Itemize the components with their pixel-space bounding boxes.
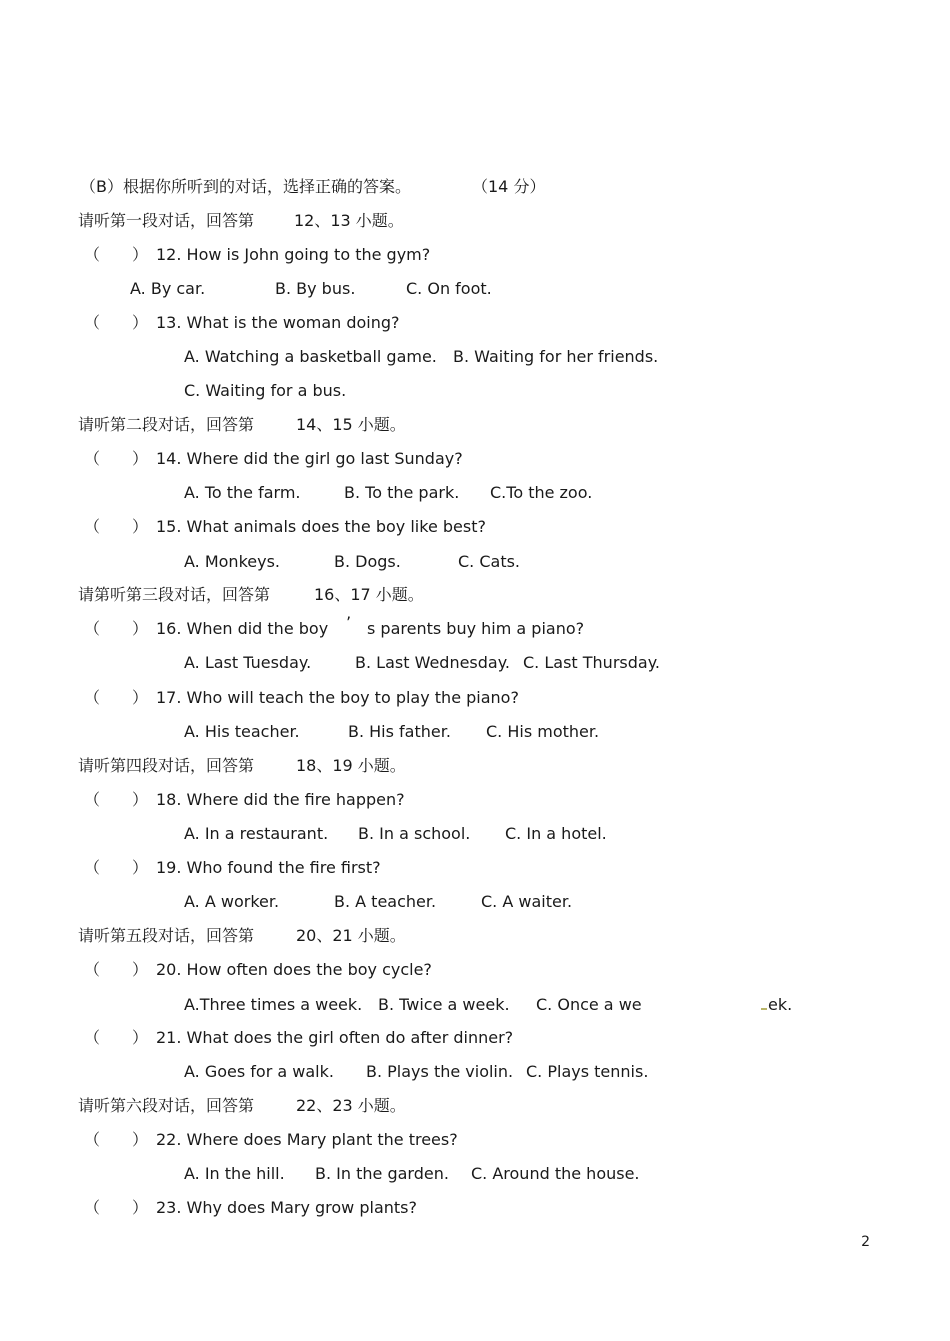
option-c: C. Cats. (458, 552, 521, 571)
dialogue-question-range: 20、21 小题。 (296, 926, 406, 945)
option-b: B. By bus. (275, 279, 356, 298)
answer-paren-open: （ (84, 1198, 101, 1217)
answer-paren-close: ） (132, 245, 149, 264)
answer-paren-open: （ (84, 688, 101, 707)
option-b: B. In a school. (358, 824, 471, 843)
option-b: B. Waiting for her friends. (453, 347, 659, 366)
answer-paren-close: ） (132, 1130, 149, 1149)
option-a: A.Three times a week. (184, 995, 363, 1014)
answer-paren-close: ） (132, 449, 149, 468)
answer-paren-close: ） (132, 619, 149, 638)
question-text: 16. When did the boy (156, 619, 329, 638)
dialogue-intro: 请第听第三段对话，回答第 (78, 585, 271, 604)
scan-artifact-mark (761, 1008, 767, 1010)
question-text: 14. Where did the girl go last Sunday? (156, 449, 463, 468)
option-a: A. His teacher. (184, 722, 300, 741)
dialogue-intro: 请听第四段对话，回答第 (78, 756, 255, 775)
question-text: 12. How is John going to the gym? (156, 245, 431, 264)
answer-paren-open: （ (84, 313, 101, 332)
option-c: C. His mother. (486, 722, 600, 741)
section-heading: （B）根据你所听到的对话，选择正确的答案。 (80, 177, 411, 196)
answer-paren-open: （ (84, 858, 101, 877)
dialogue-question-range: 14、15 小题。 (296, 415, 406, 434)
dialogue-intro: 请听第二段对话，回答第 (78, 415, 255, 434)
question-text: 13. What is the woman doing? (156, 313, 400, 332)
option-c: C. Once a we (536, 995, 642, 1014)
option-a: A. By car. (130, 279, 206, 298)
option-a: A. Monkeys. (184, 552, 280, 571)
option-b: B. Twice a week. (378, 995, 510, 1014)
answer-paren-close: ） (132, 858, 149, 877)
dialogue-question-range: 16、17 小题。 (314, 585, 424, 604)
question-text: 22. Where does Mary plant the trees? (156, 1130, 458, 1149)
answer-paren-open: （ (84, 619, 101, 638)
question-text: 19. Who found the fire first? (156, 858, 381, 877)
answer-paren-close: ） (132, 790, 149, 809)
option-c: C.To the zoo. (490, 483, 593, 502)
question-text-continued: s parents buy him a piano? (367, 619, 585, 638)
answer-paren-close: ） (132, 960, 149, 979)
option-b: B. His father. (348, 722, 451, 741)
option-a: A. To the farm. (184, 483, 301, 502)
option-a: A. In a restaurant. (184, 824, 329, 843)
question-text: 21. What does the girl often do after dinner? (156, 1028, 514, 1047)
option-c: C. Last Thursday. (523, 653, 660, 672)
dialogue-question-range: 12、13 小题。 (294, 211, 404, 230)
answer-paren-open: （ (84, 245, 101, 264)
question-text: 15. What animals does the boy like best? (156, 517, 486, 536)
option-c: C. Around the house. (471, 1164, 640, 1183)
apostrophe: ’ (346, 613, 352, 632)
option-b: B. Plays the violin. (366, 1062, 514, 1081)
answer-paren-close: ） (132, 1028, 149, 1047)
option-c: C. In a hotel. (505, 824, 607, 843)
option-c: C. A waiter. (481, 892, 573, 911)
dialogue-question-range: 22、23 小题。 (296, 1096, 406, 1115)
option-c-continued: ek. (768, 995, 793, 1014)
answer-paren-open: （ (84, 790, 101, 809)
option-a: A. In the hill. (184, 1164, 285, 1183)
option-c: C. Plays tennis. (526, 1062, 649, 1081)
answer-paren-open: （ (84, 1028, 101, 1047)
question-text: 17. Who will teach the boy to play the piano? (156, 688, 519, 707)
page-number: 2 (861, 1234, 870, 1250)
option-b: B. A teacher. (334, 892, 437, 911)
option-b: B. Last Wednesday. (355, 653, 510, 672)
answer-paren-close: ） (132, 1198, 149, 1217)
option-a: A. A worker. (184, 892, 280, 911)
option-b: B. In the garden. (315, 1164, 449, 1183)
dialogue-intro: 请听第一段对话，回答第 (78, 211, 255, 230)
answer-paren-close: ） (132, 517, 149, 536)
answer-paren-close: ） (132, 688, 149, 707)
question-text: 18. Where did the fire happen? (156, 790, 405, 809)
question-text: 23. Why does Mary grow plants? (156, 1198, 417, 1217)
question-text: 20. How often does the boy cycle? (156, 960, 432, 979)
answer-paren-open: （ (84, 517, 101, 536)
option-a: A. Goes for a walk. (184, 1062, 334, 1081)
option-b: B. Dogs. (334, 552, 401, 571)
option-c: C. Waiting for a bus. (184, 381, 347, 400)
option-a: A. Watching a basketball game. (184, 347, 437, 366)
answer-paren-open: （ (84, 960, 101, 979)
dialogue-intro: 请听第六段对话，回答第 (78, 1096, 255, 1115)
dialogue-question-range: 18、19 小题。 (296, 756, 406, 775)
section-points: （14 分） (472, 177, 546, 196)
answer-paren-open: （ (84, 449, 101, 468)
option-a: A. Last Tuesday. (184, 653, 312, 672)
dialogue-intro: 请听第五段对话，回答第 (78, 926, 255, 945)
option-c: C. On foot. (406, 279, 492, 298)
answer-paren-open: （ (84, 1130, 101, 1149)
option-b: B. To the park. (344, 483, 460, 502)
answer-paren-close: ） (132, 313, 149, 332)
